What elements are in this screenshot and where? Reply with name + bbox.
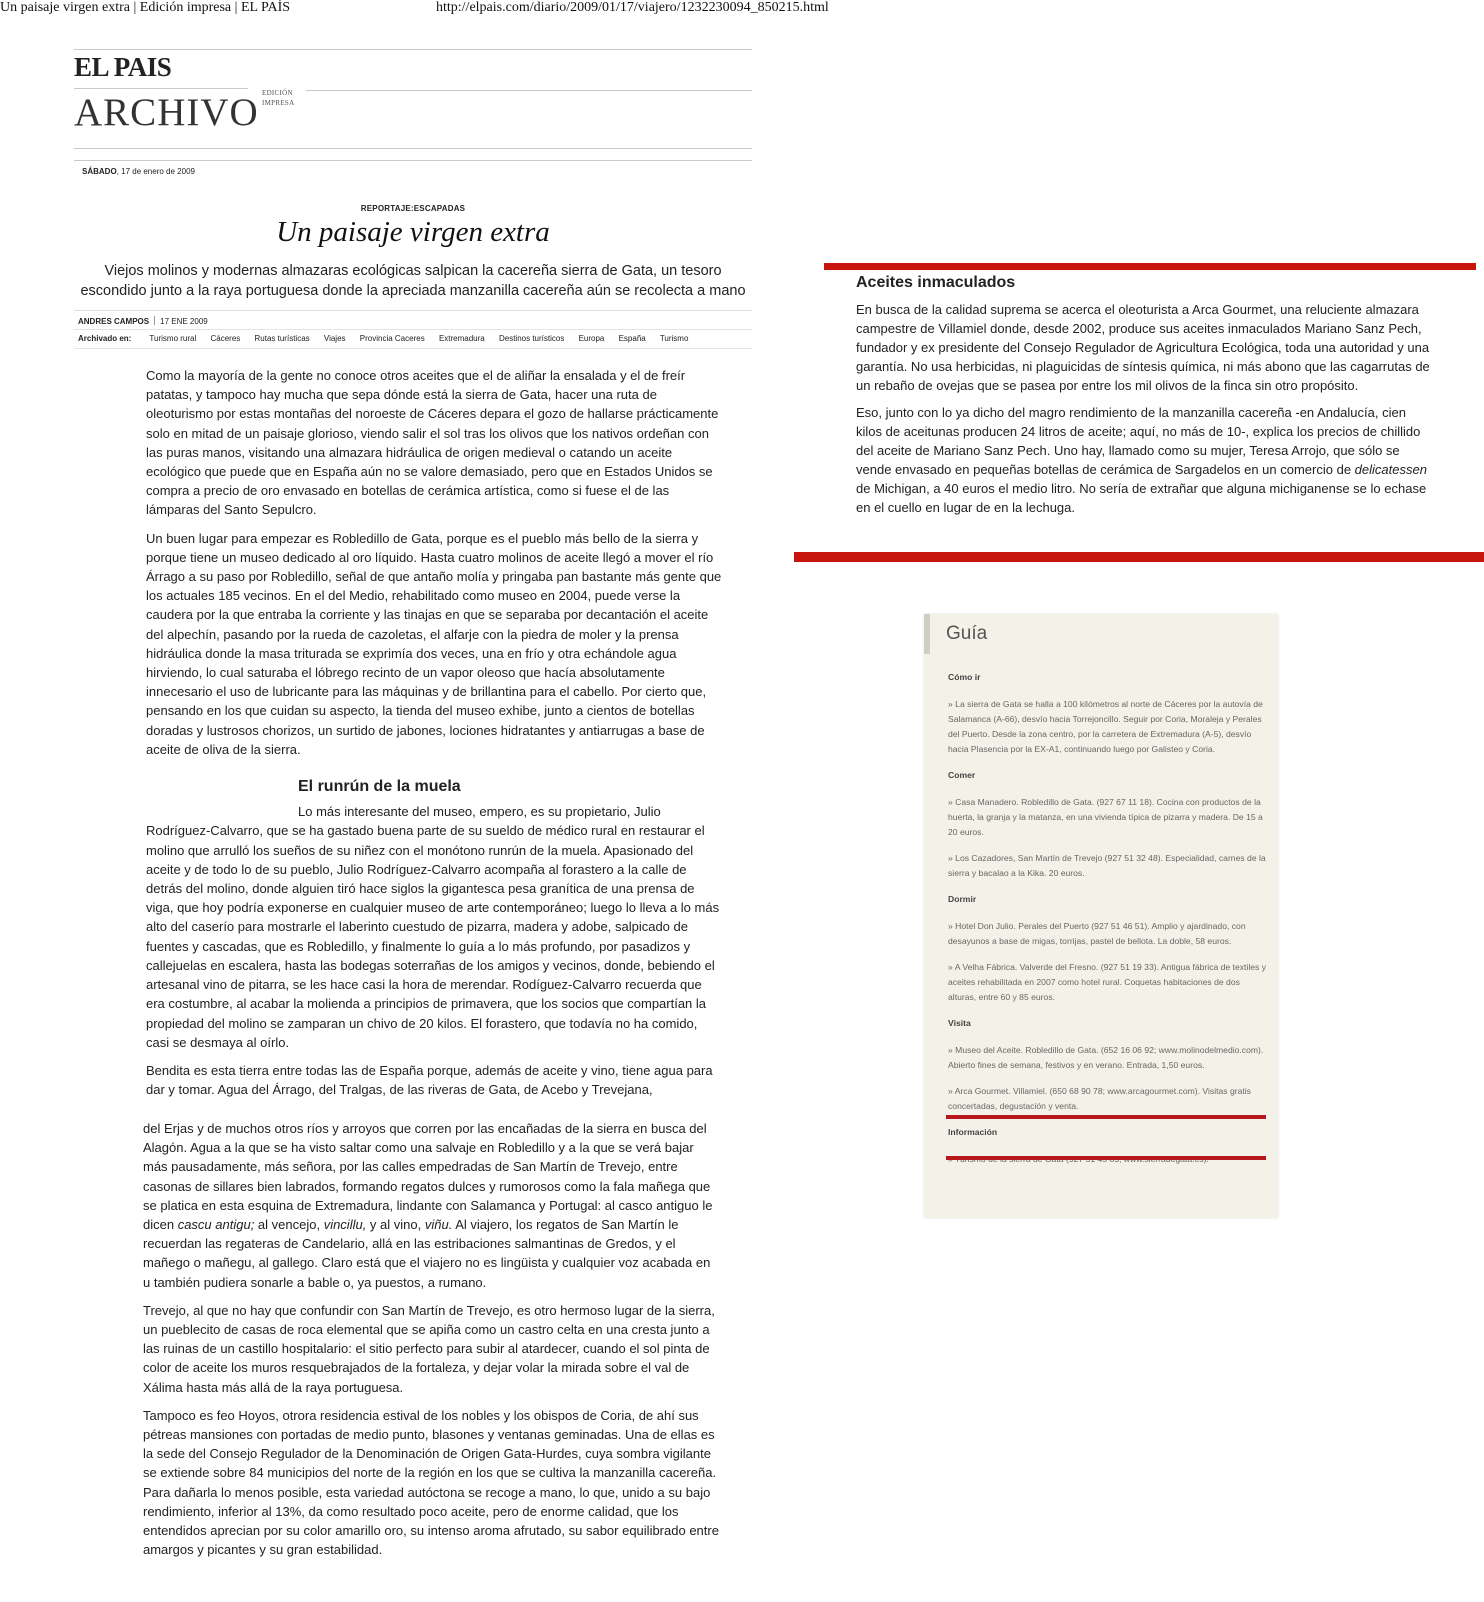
guia-heading-como-ir: Cómo ir [948, 672, 981, 682]
article-date: 17 ENE 2009 [160, 317, 208, 326]
sidebar-paragraph [856, 403, 1434, 517]
sidebar-text-run: Eso, junto con lo ya dicho del magro rendimiento de la manzanilla cacereña -en Andalucía, cien kilos de aceitunas producen 24 litros de aceite; aquí, no más de 10-, explica los precios de chillido del aceite de Mariano Sanz Pech. Uno hay, llamado como su mujer, Teresa Arrojo, que sólo se vende envasado en pequeñas botellas de cerámica de Sargadelos en un comercio de [856, 405, 1421, 477]
guia-item: » Arca Gourmet. Villamiel. (650 68 90 78; www.arcagourmet.com). Visitas gratis concertadas, degustación y venta. [948, 1086, 1251, 1111]
body-paragraph: Como la mayoría de la gente no conoce otros aceites que el de aliñar la ensalada y el de freír patatas, y tampoco hay mucha que sepa dónde está la sierra de Gata, hacer una ruta de oleoturismo por estas montañas del noroeste de Cáceres depara el gozo de hallarse prácticamente solo en mitad de un paisaje glorioso, viendo salir el sol tras los olivos que los nativos ordeñan con las puras manos, visitando una almazara hidráulica de origen medieval o catando un aceite ecológico que puede que en España aún no se valore demasiado, pero que en Estados Unidos se compra a precio de oro envasado en botellas de cerámica artística, como si fuese el de las lámparas del Santo Sepulcro. [146, 368, 719, 518]
sidebar-text-run: de Michigan, a 40 euros el medio litro. No sería de extrañar que alguna michiganense se lo echase en el cuello en lugar de en la lechuga. [856, 481, 1427, 515]
sidebar-title: Aceites inmaculados [856, 274, 1016, 291]
tags-row [78, 334, 700, 343]
fala-term: vincillu, [323, 1217, 367, 1233]
guia-item: » La sierra de Gata se halla a 100 kilómetros al norte de Cáceres por la autovía de Salamanca (A-66), desvío hacia Torrejoncillo. Seguir por Coria, Moraleja y Perales del Puerto. Desde la zona centro, por la carretera de Extremadura (A-5), desvío hacia Plasencia por la EX-A1, continuando luego por Galisteo y Coria. [948, 699, 1263, 754]
guia-item: » Casa Manadero. Robledillo de Gata. (927 67 11 18). Cocina con productos de la huerta, la granja y la matanza, en una vivienda típica de pizarra y madera. De 15 a 20 euros. [948, 797, 1263, 837]
sidebar-italic-term: delicatessen [1354, 462, 1427, 477]
guia-heading-visita: Visita [948, 1018, 971, 1028]
byline-separator [154, 316, 155, 325]
tag-link[interactable]: Extremadura [438, 334, 485, 343]
body-text-run: al vencejo, [254, 1217, 324, 1233]
article-body-part1 [146, 366, 722, 1108]
body-paragraph: Lo más interesante del museo, empero, es su propietario, Julio Rodríguez-Calvarro, que se ha gastado buena parte de su sueldo de médico rural en restaurar el molino que arrulló los sueños de su niñez con el monótono runrún de la muela. Apasionado del aceite y de todo lo de su pueblo, Julio Rodríguez-Calvarro acompaña al forastero a la calle de detrás del molino, donde alguien tiró hace siglos la gigantesca pesa granítica de una prensa de viga, que hoy podría exponerse en cualquier museo de arte contemporáneo; luego lo lleva a lo más alto del caserío para mostrarle el laberinto cuestudo de pizarra, madera y adobe, salpicado de fuentes y cascadas, que es Robledillo, y finalmente lo guía a lo más profundo, por pasadizos y callejuelas en escalera, hasta las bodegas soterrañas de los amigos y vecinos, donde, bebiendo el artesanal vino de pitarra, se les hace casi la hora de merendar. Rodíguez-Calvarro recuerda que era costumbre, al acabar la molienda a principios de primavera, que los socios que compartían la propiedad del molino se zamparan un chivo de 20 kilos. El forastero, que todavía no ha comido, casi se desmaya al oírlo. [146, 804, 720, 1050]
masthead-bottom-rule [74, 148, 752, 149]
archivo-logo[interactable]: ARCHIVO [74, 91, 259, 134]
body-paragraph: Tampoco es feo Hoyos, otrora residencia estival de los nobles y los obispos de Coria, de ahí sus pétreas mansiones con portadas de medio punto, blasones y ventanas geminadas. Una de ellas es la sede del Consejo Regulador de la Denominación de Origen Gata-Hurdes, cuya sombra vigilante se extiende sobre 84 municipios del norte de la región en los que se cultiva la manzanilla cacereña. Para dañarla lo menos posible, esta variedad autóctona se recoge a mano, lo que, unido a su bajo rendimiento, inferior al 13%, da como resultado poco aceite, pero de enorme calidad, que los entendidos aprecian por su color amarillo oro, su intenso aroma afrutado, su sabor equilibrado entre amargos y picantes y su gran estabilidad. [143, 1407, 719, 1558]
guia-red-rule [946, 1156, 1266, 1160]
tag-link[interactable]: Cáceres [210, 334, 241, 343]
tag-link[interactable]: Destinos turísticos [498, 334, 565, 343]
guia-item: » Museo del Aceite. Robledillo de Gata. (652 16 06 92; www.molinodelmedio.com). Abierto fines de semana, festivos y en verano. Entrada, 1,50 euros. [948, 1045, 1264, 1070]
tags-label: Archivado en: [78, 334, 132, 343]
byline-bottom-rule [74, 329, 752, 330]
tag-link[interactable]: Viajes [323, 334, 346, 343]
guia-item: » A Velha Fábrica. Valverde del Fresno. (927 51 19 33). Antigua fábrica de textiles y aceites rehabilitada en 2007 como hotel rural. Coquetas habitaciones de dos alturas, entre 60 y 85 euros. [948, 962, 1267, 1002]
logo-divider [74, 88, 248, 89]
body-text-run: del Erjas y de muchos otros ríos y arroyos que corren por las encañadas de la sierra en busca del Alagón. Agua a la que se ha visto saltar como una salvaje en Robledillo y a la que se verá bajar más pausadamente, más señora, por las calles empedradas de San Martín de Trevejo, entre casonas de sillares bien labrados, formando regatos dulces y rumorosos como la fala mañega que se platica en esta esquina de Extremadura, lindante con Salamanca y Portugal: al casco antiguo le dicen [143, 1121, 713, 1233]
guia-heading-comer: Comer [948, 770, 976, 780]
tag-link[interactable]: Turismo rural [149, 334, 197, 343]
section-kicker: REPORTAJE:ESCAPADAS [360, 204, 466, 213]
elpais-logo[interactable]: EL PAIS [74, 52, 172, 82]
print-page-title: Un paisaje virgen extra | Edición impresa | EL PAÍS [0, 0, 291, 15]
article-body-part2 [143, 1119, 721, 1568]
edition-date [82, 167, 195, 176]
guia-box [924, 614, 1278, 1218]
edition-line2: IMPRESA [262, 99, 295, 107]
masthead-top-rule [74, 49, 752, 50]
sidebar-paragraph: En busca de la calidad suprema se acerca el oleoturista a Arca Gourmet, una reluciente almazara campestre de Villamiel donde, desde 2002, produce sus aceites inmaculados Mariano Sanz Pech, fundador y ex presidente del Consejo Regulador de Agricultura Ecológica, toda una autoridad y una garantía. No usa herbicidas, ni plaguicidas de síntesis química, ni más abono que las cagarrutas de un rebaño de ovejas que se pasea por entre los mil olivos de la finca sin otro propósito. [856, 302, 1430, 393]
byline-top-rule [74, 310, 752, 311]
guia-body [948, 670, 1266, 1178]
guia-heading-informacion: Información [948, 1127, 998, 1137]
tag-link[interactable]: Europa [578, 334, 605, 343]
body-paragraph: Bendita es esta tierra entre todas las de España porque, además de aceite y vino, tiene agua para dar y tomar. Agua del Árrago, del Tralgas, de las riveras de Gata, de Acebo y Trevejana, [146, 1062, 713, 1098]
print-page-url[interactable]: http://elpais.com/diario/2009/01/17/viajero/1232230094_850215.html [436, 0, 829, 15]
author-name[interactable]: ANDRES CAMPOS [78, 317, 150, 326]
body-paragraph: Trevejo, al que no hay que confundir con San Martín de Trevejo, es otro hermoso lugar de la sierra, un pueblecito de casas de roca elemental que se apiña como un castro celta en una cresta junto a las ruinas de un castillo hospitalario: el sitio perfecto para subir al atardecer, cuando el sol pinta de color de aceite los muros resquebrajados de la fortaleza, y dejar volar la mirada sobre el val de Xálima hasta más allá de la raya portuguesa. [143, 1302, 715, 1395]
guia-title: Guía [924, 614, 1274, 654]
fala-term: viñu. [424, 1217, 453, 1233]
tag-link[interactable]: Turismo [659, 334, 689, 343]
sidebar-bottom-bar [794, 552, 1484, 562]
tag-link[interactable]: Provincia Caceres [359, 334, 425, 343]
tag-link[interactable]: España [618, 334, 646, 343]
body-text-run: Al viajero, los regatos de San Martín le recuerdan las regateras de Candelario, allá en las estribaciones salmantinas de Gredos, y el mañego o mañegu, al gallego. Claro está que el viajero no es lingüista y cualquier voz acabada en u también pudiera sonarle a bable o, ya puestos, a rumano. [143, 1217, 711, 1290]
article-subhead: El runrún de la muela [298, 778, 461, 796]
masthead-mid-rule [306, 90, 752, 91]
edition-weekday: SÁBADO [82, 167, 117, 176]
article-subtitle: Viejos molinos y modernas almazaras ecológicas salpican la cacereña sierra de Gata, un tesoro escondido junto a la raya portuguesa donde la apreciada manzanilla cacereña aún se recolecta a mano [80, 263, 746, 299]
body-paragraph [143, 1119, 721, 1292]
sidebar-top-bar [824, 263, 1476, 270]
edition-line1: EDICIÓN [262, 89, 293, 97]
guia-item: » Hotel Don Julio. Perales del Puerto (927 51 46 51). Amplio y ajardinado, con desayunos a base de migas, torrijas, pastel de bellota. La doble, 58 euros. [948, 921, 1246, 946]
sidebar-box [856, 273, 1434, 525]
guia-red-rule [946, 1115, 1266, 1119]
tag-link[interactable]: Rutas turísticas [254, 334, 310, 343]
edition-date-rest: , 17 de enero de 2009 [116, 167, 195, 176]
date-top-rule [74, 160, 752, 161]
guia-heading-dormir: Dormir [948, 894, 977, 904]
body-text-run: y al vino, [366, 1217, 425, 1233]
tags-bottom-rule [74, 348, 752, 349]
fala-term: cascu antigu; [177, 1217, 255, 1233]
guia-item: » Los Cazadores, San Martín de Trevejo (927 51 32 48). Especialidad, carnes de la sierra y bacalao a la Kika. 20 euros. [948, 853, 1266, 878]
edition-label [262, 88, 294, 108]
body-paragraph: Un buen lugar para empezar es Robledillo de Gata, porque es el pueblo más bello de la sierra y porque tiene un museo dedicado al oro líquido. Hasta cuatro molinos de aceite llegó a mover el río Árrago a su paso por Robledillo, señal de que antaño molía y pringaba pan bastante más gente que los actuales 185 vecinos. En el del Medio, rehabilitado como museo en 2004, puede verse la caudera por la que entraba la corriente y las tinajas en que se separaba por decantación el aceite del alpechín, pasando por la rueda de cazoletas, el alfarje con la piedra de moler y la prensa hidráulica donde la masa triturada se exprimía dos veces, una en frío y otra echándole agua hirviendo, lo cual saturaba el lóbrego recinto de un vapor oleoso que hacía absolutamente innecesario el uso de lubricante para las máquinas y de brillantina para el cabello. Por cierto que, pensando en los que cuidan su aspecto, la tienda del museo exhibe, junto a cientos de botellas doradas y lustrosos chorizos, un surtido de jabones, lociones hidratantes y antiarrugas a base de aceite de oliva de la sierra. [146, 530, 722, 757]
byline [78, 316, 208, 326]
article-headline: Un paisaje virgen extra [276, 216, 550, 248]
